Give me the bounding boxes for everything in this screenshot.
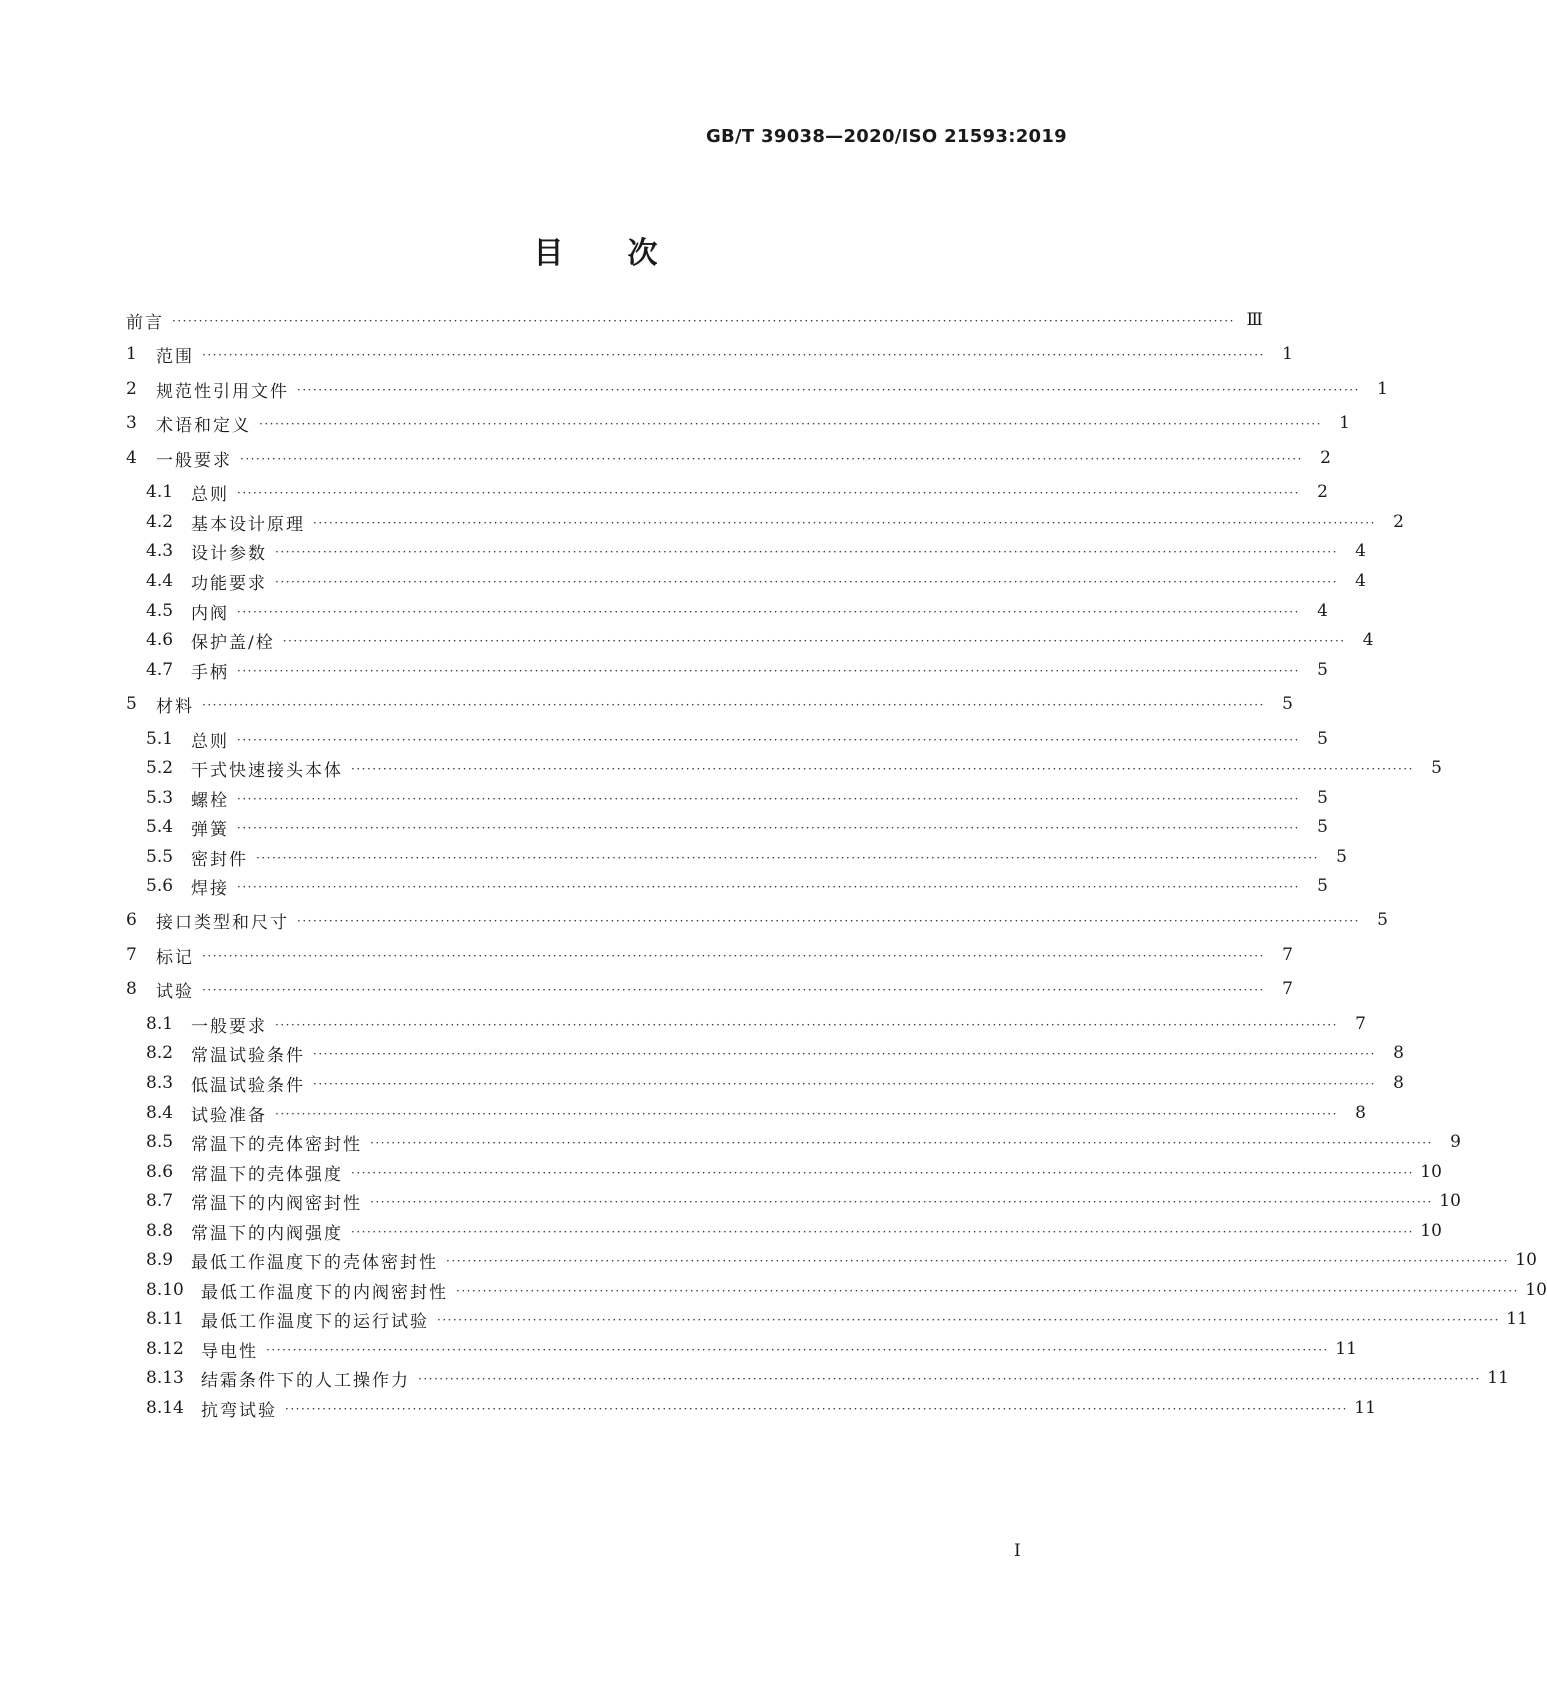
toc-leader-dots: ········································································································································································································	[172, 314, 1235, 328]
toc-leader-dots: ········································································································································································································	[237, 486, 1300, 500]
toc-entry-title: 结霜条件下的人工操作力	[201, 1370, 410, 1391]
toc-entry-number: 8.10	[146, 1280, 184, 1300]
toc-entry-page: 11	[1335, 1339, 1357, 1359]
toc-entry-title: 材料	[156, 696, 194, 717]
toc-leader-dots: ········································································································································································································	[237, 605, 1300, 619]
toc-entry-page: 4	[1355, 571, 1366, 591]
toc-entry[interactable]	[146, 597, 1328, 625]
toc-entry-number: 8.13	[146, 1368, 184, 1388]
toc-entry-page: 5	[1317, 817, 1328, 837]
toc-entry-page: 5	[1431, 758, 1442, 778]
toc-leader-dots: ········································································································································································································	[202, 949, 1265, 963]
toc-entry-title: 接口类型和尺寸	[156, 912, 289, 933]
toc-entry-title: 设计参数	[191, 543, 267, 564]
toc-entry-title: 范围	[156, 346, 194, 367]
toc-entry-page: 4	[1362, 630, 1374, 650]
toc-entry-title: 试验	[156, 981, 194, 1002]
toc-leader-dots: ········································································································································································································	[313, 1077, 1376, 1091]
toc-entry[interactable]	[126, 306, 1263, 334]
toc-entry[interactable]	[126, 444, 1331, 472]
page-title-char-2: 次	[627, 236, 658, 271]
toc-entry-number: 3	[126, 413, 137, 433]
toc-entry-page: 1	[1282, 344, 1293, 364]
toc-entry-page: 7	[1355, 1014, 1366, 1034]
toc-entry-page: 8	[1355, 1103, 1366, 1123]
toc-entry-title: 内阀	[191, 603, 229, 624]
toc-entry-page: 11	[1506, 1309, 1528, 1329]
toc-entry-number: 8	[126, 979, 137, 999]
toc-leader-dots: ········································································································································································································	[240, 452, 1303, 466]
toc-entry[interactable]	[146, 537, 1366, 565]
toc-entry[interactable]	[146, 508, 1404, 536]
toc-entry-title: 前言	[126, 312, 164, 333]
toc-entry-number: 8.11	[146, 1309, 184, 1329]
toc-entry-page: 10	[1439, 1191, 1461, 1211]
toc-leader-dots: ········································································································································································································	[275, 1107, 1338, 1121]
toc-entry-title: 最低工作温度下的内阀密封性	[201, 1282, 448, 1303]
toc-entry[interactable]	[146, 1069, 1404, 1097]
toc-entry-page: 8	[1393, 1073, 1404, 1093]
toc-leader-dots: ········································································································································································································	[275, 575, 1338, 589]
toc-leader-dots: ········································································································································································································	[275, 1018, 1338, 1032]
toc-entry-title: 总则	[191, 484, 229, 505]
toc-entry-number: 5.2	[146, 758, 174, 778]
toc-entry-page: 5	[1317, 729, 1328, 749]
toc-entry-title: 导电性	[201, 1341, 258, 1362]
toc-entry-page: 9	[1450, 1132, 1461, 1152]
toc-entry[interactable]	[126, 340, 1293, 368]
toc-leader-dots: ········································································································································································································	[202, 983, 1265, 997]
toc-leader-dots: ········································································································································································································	[297, 914, 1360, 928]
toc-entry-title: 一般要求	[156, 450, 232, 471]
standard-code: GB/T 39038—2020/ISO 21593:2019	[705, 126, 1067, 147]
toc-entry[interactable]	[146, 1394, 1376, 1422]
toc-entry-title: 常温试验条件	[191, 1045, 305, 1066]
toc-entry-page: 2	[1393, 512, 1404, 532]
toc-entry[interactable]	[146, 1158, 1442, 1186]
toc-entry[interactable]	[146, 656, 1328, 684]
toc-leader-dots: ········································································································································································································	[237, 880, 1300, 894]
toc-entry-title: 一般要求	[191, 1016, 267, 1037]
toc-entry-title: 低温试验条件	[191, 1075, 305, 1096]
toc-entry-page: 4	[1317, 601, 1328, 621]
toc-entry-page: 4	[1355, 541, 1366, 561]
page-number: I	[1014, 1541, 1021, 1561]
toc-entry-page: 1	[1377, 379, 1388, 399]
toc-leader-dots: ········································································································································································································	[370, 1136, 1433, 1150]
toc-entry-number: 8.6	[146, 1162, 174, 1182]
toc-entry-number: 8.1	[146, 1014, 174, 1034]
toc-entry[interactable]	[126, 941, 1293, 969]
toc-entry-title: 常温下的壳体密封性	[191, 1134, 362, 1155]
toc-entry-page: 7	[1282, 979, 1293, 999]
toc-entry-number: 4	[126, 448, 137, 468]
toc-entry-page: 2	[1320, 448, 1331, 468]
toc-entry[interactable]	[126, 375, 1388, 403]
toc-entry-number: 5.6	[146, 876, 174, 896]
toc-entry-title: 最低工作温度下的运行试验	[201, 1311, 429, 1332]
toc-entry-number: 8.4	[146, 1103, 174, 1123]
toc-leader-dots: ········································································································································································································	[285, 1402, 1348, 1416]
toc-entry-page: 5	[1282, 694, 1293, 714]
toc-leader-dots: ········································································································································································································	[297, 383, 1360, 397]
toc-entry-page: Ⅲ	[1246, 310, 1263, 330]
toc-entry-number: 8.2	[146, 1043, 174, 1063]
toc-entry-title: 术语和定义	[156, 415, 251, 436]
toc-leader-dots: ········································································································································································································	[351, 1225, 1414, 1239]
toc-leader-dots: ········································································································································································································	[418, 1372, 1481, 1386]
toc-entry-number: 5.3	[146, 788, 174, 808]
toc-entry-number: 1	[126, 344, 137, 364]
toc-entry-page: 8	[1393, 1043, 1404, 1063]
toc-entry-title: 常温下的内阀密封性	[191, 1193, 362, 1214]
toc-entry[interactable]	[146, 1305, 1528, 1333]
toc-leader-dots: ········································································································································································································	[370, 1195, 1433, 1209]
toc-entry-page: 5	[1317, 788, 1328, 808]
toc-leader-dots: ········································································································································································································	[237, 733, 1300, 747]
toc-entry-number: 8.7	[146, 1191, 174, 1211]
toc-entry-title: 规范性引用文件	[156, 381, 289, 402]
toc-entry[interactable]	[126, 975, 1293, 1003]
toc-leader-dots: ········································································································································································································	[313, 516, 1376, 530]
toc-entry[interactable]	[146, 1128, 1461, 1156]
toc-entry[interactable]	[146, 813, 1328, 841]
toc-leader-dots: ········································································································································································································	[351, 762, 1414, 776]
toc-entry-title: 抗弯试验	[201, 1400, 277, 1421]
toc-leader-dots: ········································································································································································································	[237, 821, 1300, 835]
toc-entry-number: 4.4	[146, 571, 174, 591]
toc-entry[interactable]	[126, 690, 1293, 718]
toc-entry[interactable]	[146, 1099, 1366, 1127]
toc-entry[interactable]	[146, 1335, 1357, 1363]
toc-entry-page: 2	[1317, 482, 1328, 502]
toc-entry-title: 干式快速接头本体	[191, 760, 343, 781]
toc-leader-dots: ········································································································································································································	[282, 634, 1346, 648]
toc-leader-dots: ········································································································································································································	[313, 1047, 1376, 1061]
toc-leader-dots: ········································································································································································································	[202, 348, 1265, 362]
toc-entry-title: 试验准备	[191, 1105, 267, 1126]
toc-entry[interactable]	[126, 906, 1388, 934]
toc-entry-number: 5	[126, 694, 137, 714]
toc-entry[interactable]	[146, 1039, 1404, 1067]
toc-entry[interactable]	[146, 1276, 1547, 1304]
toc-entry[interactable]	[146, 567, 1366, 595]
toc-entry-title: 密封件	[191, 849, 248, 870]
toc-entry[interactable]	[146, 1187, 1461, 1215]
toc-leader-dots: ········································································································································································································	[437, 1313, 1500, 1327]
toc-leader-dots: ········································································································································································································	[237, 792, 1300, 806]
toc-leader-dots: ········································································································································································································	[351, 1166, 1414, 1180]
toc-leader-dots: ········································································································································································································	[456, 1284, 1519, 1298]
toc-entry-page: 5	[1377, 910, 1388, 930]
toc-entry-number: 4.7	[146, 660, 174, 680]
toc-entry-title: 总则	[191, 731, 229, 752]
toc-entry[interactable]	[146, 872, 1328, 900]
toc-entry-title: 常温下的壳体强度	[191, 1164, 343, 1185]
toc-entry-number: 4.6	[146, 630, 174, 650]
toc-entry-title: 弹簧	[191, 819, 229, 840]
toc-entry-number: 5.5	[146, 847, 174, 867]
toc-entry-number: 4.5	[146, 601, 174, 621]
toc-entry-number: 5.4	[146, 817, 174, 837]
toc-entry[interactable]	[146, 725, 1328, 753]
toc-entry-page: 1	[1339, 413, 1350, 433]
toc-entry-title: 手柄	[191, 662, 229, 683]
toc-entry-title: 螺栓	[191, 790, 229, 811]
toc-entry[interactable]	[146, 626, 1374, 654]
toc-entry-title: 保护盖/栓	[191, 632, 275, 653]
toc-entry-number: 4.3	[146, 541, 174, 561]
toc-leader-dots: ········································································································································································································	[237, 664, 1300, 678]
toc-entry-page: 5	[1317, 876, 1328, 896]
toc-entry-page: 10	[1420, 1162, 1442, 1182]
toc-leader-dots: ········································································································································································································	[202, 698, 1265, 712]
toc-entry-title: 基本设计原理	[191, 514, 305, 535]
toc-entry-number: 5.1	[146, 729, 174, 749]
toc-entry-title: 最低工作温度下的壳体密封性	[191, 1252, 438, 1273]
toc-entry-number: 8.5	[146, 1132, 174, 1152]
toc-entry-number: 8.9	[146, 1250, 174, 1270]
toc-entry-number: 8.3	[146, 1073, 174, 1093]
toc-entry[interactable]	[146, 1010, 1366, 1038]
toc-entry-page: 10	[1420, 1221, 1442, 1241]
toc-leader-dots: ········································································································································································································	[266, 1343, 1329, 1357]
toc-entry-title: 功能要求	[191, 573, 267, 594]
toc-entry-number: 2	[126, 379, 137, 399]
toc-entry-title: 标记	[156, 947, 194, 968]
toc-entry[interactable]	[146, 784, 1328, 812]
toc-entry-title: 常温下的内阀强度	[191, 1223, 343, 1244]
toc-entry-number: 8.8	[146, 1221, 174, 1241]
toc-entry-page: 10	[1515, 1250, 1537, 1270]
toc-entry-page: 7	[1282, 945, 1293, 965]
toc-leader-dots: ········································································································································································································	[259, 417, 1322, 431]
toc-entry-page: 11	[1487, 1368, 1509, 1388]
toc-entry-number: 4.2	[146, 512, 174, 532]
toc-entry-number: 8.14	[146, 1398, 184, 1418]
toc-leader-dots: ········································································································································································································	[256, 851, 1319, 865]
toc-entry-page: 11	[1354, 1398, 1376, 1418]
toc-entry[interactable]	[146, 1217, 1442, 1245]
toc-entry[interactable]	[146, 1364, 1509, 1392]
toc-entry[interactable]	[146, 478, 1328, 506]
toc-entry-number: 7	[126, 945, 137, 965]
toc-entry-page: 10	[1525, 1280, 1547, 1300]
toc-entry-number: 8.12	[146, 1339, 184, 1359]
toc-entry-title: 焊接	[191, 878, 229, 899]
toc-entry-number: 6	[126, 910, 137, 930]
toc-leader-dots: ········································································································································································································	[275, 545, 1338, 559]
toc-entry[interactable]	[146, 754, 1442, 782]
toc-entry[interactable]	[126, 409, 1350, 437]
toc-entry[interactable]	[146, 1246, 1537, 1274]
toc-entry-page: 5	[1317, 660, 1328, 680]
page-title-char-1: 目	[533, 236, 564, 271]
toc-entry[interactable]	[146, 843, 1347, 871]
toc-leader-dots: ········································································································································································································	[446, 1254, 1509, 1268]
toc-entry-number: 4.1	[146, 482, 174, 502]
toc-entry-page: 5	[1336, 847, 1347, 867]
